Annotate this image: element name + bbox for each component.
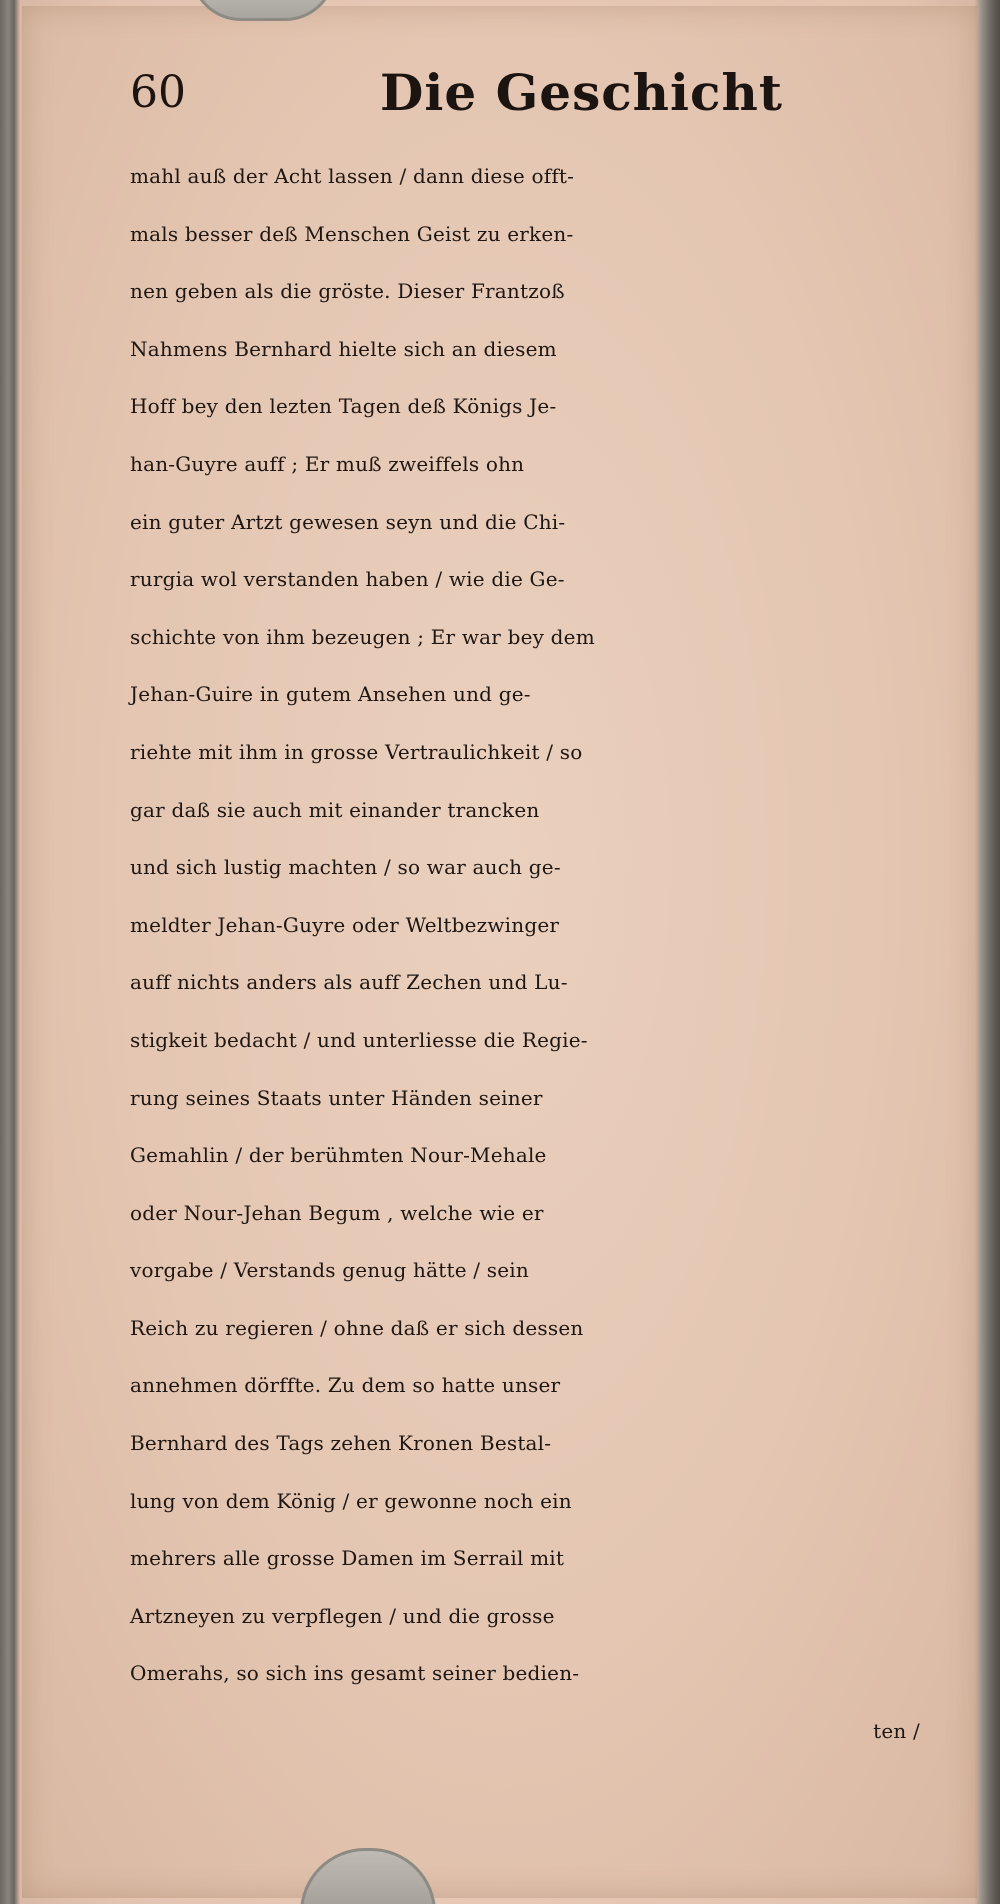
- text-line: lung von dem König / er gewonne noch ein: [130, 1488, 572, 1513]
- text-line: stigkeit bedacht / und unterliesse die Regie-: [130, 1027, 588, 1052]
- text-line: Reich zu regieren / ohne daß er sich dessen: [130, 1315, 584, 1340]
- text-line: vorgabe / Verstands genug hätte / sein: [130, 1258, 529, 1283]
- text-line: Jehan-Guire in gutem Ansehen und ge-: [130, 682, 531, 707]
- text-line: mahl auß der Acht lassen / dann diese offt-: [130, 164, 575, 188]
- text-line: Gemahlin / der berühmten Nour-Mehale: [130, 1143, 547, 1168]
- text-line: und sich lustig machten / so war auch ge-: [130, 855, 561, 880]
- text-line: riehte mit ihm in grosse Vertraulichkeit / so: [130, 739, 583, 764]
- page-number: 60: [130, 67, 186, 118]
- page-header: [110, 58, 910, 128]
- text-line: han-Guyre auff ; Er muß zweiffels ohn: [130, 451, 525, 476]
- text-line: meldter Jehan-Guyre oder Weltbezwinger: [130, 912, 560, 937]
- running-head: Die Geschicht: [380, 63, 783, 122]
- text-line: oder Nour-Jehan Begum , welche wie er: [130, 1200, 544, 1225]
- text-line: mals besser deß Menschen Geist zu erken-: [130, 221, 574, 246]
- text-line: ten /: [873, 1719, 920, 1744]
- text-line: mehrers alle grosse Damen im Serrail mit: [130, 1546, 565, 1571]
- text-line: Bernhard des Tags zehen Kronen Bestal-: [130, 1431, 552, 1456]
- text-line: annehmen dörffte. Zu dem so hatte unser: [130, 1373, 561, 1398]
- text-line: Nahmens Bernhard hielte sich an diesem: [130, 336, 557, 361]
- text-line: ein guter Artzt gewesen seyn und die Chi-: [130, 509, 566, 534]
- text-line: rurgia wol verstanden haben / wie die Ge-: [130, 567, 565, 592]
- text-line: Hoff bey den lezten Tagen deß Königs Je-: [130, 394, 557, 419]
- text-line: auff nichts anders als auff Zechen und Lu-: [130, 970, 568, 995]
- book-edge: [974, 0, 1000, 1904]
- text-line: Artzneyen zu verpflegen / und die grosse: [130, 1603, 555, 1628]
- text-line: gar daß sie auch mit einander trancken: [130, 797, 540, 822]
- text-line: rung seines Staats unter Händen seiner: [130, 1085, 543, 1110]
- text-line: schichte von ihm bezeugen ; Er war bey dem: [130, 624, 595, 649]
- text-line: nen geben als die gröste. Dieser Frantzoß: [130, 279, 565, 304]
- text-line: Omerahs, so sich ins gesamt seiner bedien-: [130, 1661, 580, 1686]
- body-text: [130, 148, 930, 1761]
